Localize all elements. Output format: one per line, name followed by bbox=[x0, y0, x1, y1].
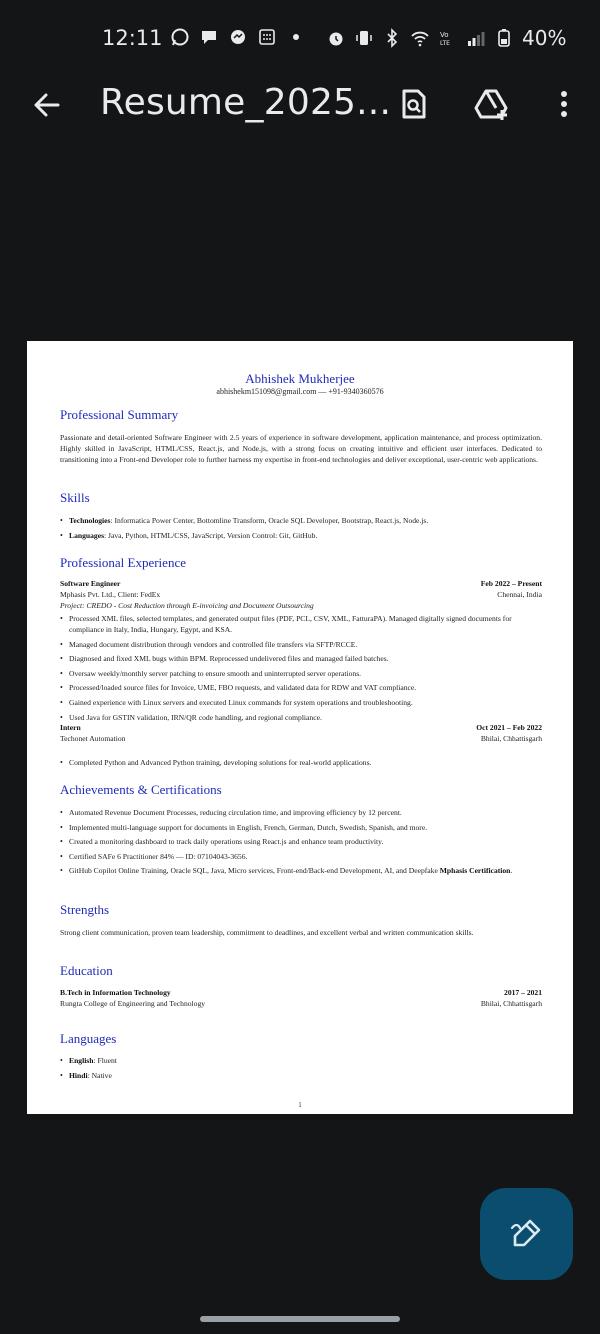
resume-name: Abhishek Mukherjee bbox=[245, 371, 355, 386]
page-number: 1 bbox=[298, 1101, 302, 1109]
achievements-list bbox=[60, 807, 542, 880]
status-time: 12:11 bbox=[102, 26, 163, 50]
alarm-icon bbox=[326, 28, 346, 48]
list-item: • Technologies: Informatica Power Center, Bottomline Transform, Oracle SQL Developer, Bootstrap, React.js, Node.js. bbox=[60, 515, 542, 526]
list-item: • Used Java for GSTIN validation, IRN/QR code handling, and regional compliance. bbox=[60, 712, 542, 723]
calculator-icon bbox=[257, 27, 277, 47]
summary-text: Passionate and detail-oriented Software Engineer with 2.5 years of experience in software development, application maintenance, and process optimization. Highly skilled in JavaScript, HTML/CSS, React.js, and Node.js, with a strong focus on creating intuitive and efficient user interfaces. Dedicated to transitioning into a Front-end Developer role to further harness my expertise in front-end technologies and deliver exceptional, user-centric web applications. bbox=[60, 433, 542, 464]
job-bullets bbox=[60, 613, 542, 726]
dot-icon bbox=[286, 27, 306, 47]
education-degree: B.Tech in Information Technology bbox=[60, 988, 171, 997]
chat-icon bbox=[199, 27, 219, 47]
wifi-icon bbox=[410, 28, 430, 48]
education-header bbox=[60, 988, 542, 999]
education-college-row bbox=[60, 999, 542, 1010]
arrow-back-icon[interactable] bbox=[30, 88, 64, 122]
list-item: • Created a monitoring dashboard to track daily operations using React.js and enhance team productivity. bbox=[60, 836, 542, 847]
edit-pen-icon bbox=[508, 1216, 544, 1252]
signal-icon bbox=[466, 28, 486, 48]
whatsapp-icon bbox=[170, 27, 190, 47]
document-page[interactable] bbox=[27, 341, 573, 1114]
battery-icon bbox=[494, 28, 514, 48]
svg-text:Vo: Vo bbox=[440, 31, 449, 39]
education-years: 2017 – 2021 bbox=[504, 988, 542, 997]
intern-header bbox=[60, 723, 542, 734]
add-to-drive-icon[interactable] bbox=[474, 86, 510, 122]
job-role: Software Engineer bbox=[60, 579, 121, 588]
app-bar bbox=[0, 76, 600, 152]
education-college: Rungta College of Engineering and Technology bbox=[60, 999, 206, 1008]
list-item: • Implemented multi-language support for documents in English, French, German, Dutch, Swedish, Spanish, and more. bbox=[60, 822, 542, 833]
list-item: • Managed document distribution through vendors and controlled file transfers via SFTP/RCCE. bbox=[60, 639, 542, 650]
section-title-skills: Skills bbox=[60, 490, 90, 505]
more-vert-icon[interactable] bbox=[546, 86, 582, 122]
gesture-navigation-bar[interactable] bbox=[200, 1316, 400, 1322]
list-item: • Completed Python and Advanced Python training, developing solutions for real-world applications. bbox=[60, 757, 542, 768]
list-item: • Processed/loaded source files for Invoice, UME, FBO requests, and validated data for RDW and VAT compliance. bbox=[60, 682, 542, 693]
list-item: • Hindi: Native bbox=[60, 1070, 542, 1081]
battery-percent: 40% bbox=[522, 26, 567, 50]
resume-contact: abhishekm151098@gmail.com — +91-9340360576 bbox=[216, 387, 384, 396]
skills-list bbox=[60, 515, 542, 544]
search-document-icon[interactable] bbox=[396, 86, 432, 122]
section-title-achievements: Achievements & Certifications bbox=[60, 782, 222, 797]
list-item: • Processed XML files, selected templates, and generated output files (PDF, PCL, CSV, XML, FatturaPA). Managed digitally signed documents for compliance in Italy, India, Hungary, Egypt, and KSA. bbox=[60, 613, 542, 635]
list-item: • Oversaw weekly/monthly server patching to ensure smooth and uninterrupted server operations. bbox=[60, 668, 542, 679]
section-title-education: Education bbox=[60, 963, 113, 978]
list-item: • English: Fluent bbox=[60, 1055, 542, 1066]
edit-fab-button[interactable] bbox=[480, 1188, 573, 1280]
bluetooth-icon bbox=[382, 28, 402, 48]
list-item: • Languages: Java, Python, HTML/CSS, JavaScript, Version Control: Git, GitHub. bbox=[60, 530, 542, 541]
list-item: • Certified SAFe 6 Practitioner 84% — ID: 07104043-3656. bbox=[60, 851, 542, 862]
section-title-summary: Professional Summary bbox=[60, 407, 179, 422]
job-project: Project: CREDO - Cost Reduction through E-invoicing and Document Outsourcing bbox=[60, 601, 314, 610]
list-item: • Diagnosed and fixed XML bugs within BPM. Reprocessed undelivered files and managed failed batches. bbox=[60, 653, 542, 664]
job-company: Mphasis Pvt. Ltd., Client: FedEx bbox=[60, 590, 161, 599]
job-company-row bbox=[60, 590, 542, 601]
education-location: Bhilai, Chhattisgarh bbox=[480, 999, 542, 1008]
job-dates: Feb 2022 – Present bbox=[480, 579, 542, 588]
job-location: Chennai, India bbox=[497, 590, 542, 599]
intern-bullets bbox=[60, 757, 542, 772]
messenger-icon bbox=[228, 27, 248, 47]
list-item: • Gained experience with Linux servers and executed Linux commands for system operations and troubleshooting. bbox=[60, 697, 542, 708]
section-title-languages: Languages bbox=[60, 1031, 117, 1046]
job-header bbox=[60, 579, 542, 590]
volte-icon bbox=[438, 28, 458, 48]
strengths-text: Strong client communication, proven team leadership, commitment to deadlines, and excellent verbal and written communication skills. bbox=[60, 928, 474, 937]
intern-location: Bhilai, Chhattisgarh bbox=[480, 734, 542, 743]
intern-company: Techonet Automation bbox=[60, 734, 126, 743]
section-title-experience: Professional Experience bbox=[60, 555, 186, 570]
section-title-strengths: Strengths bbox=[60, 902, 110, 917]
vibrate-icon bbox=[354, 28, 374, 48]
list-item: • GitHub Copilot Online Training, Oracle SQL, Java, Micro services, Front-end/Back-end Development, AI, and Deepfake Mphasis Certification. bbox=[60, 865, 542, 876]
intern-dates: Oct 2021 – Feb 2022 bbox=[476, 723, 542, 732]
intern-role: Intern bbox=[60, 723, 81, 732]
list-item: • Automated Revenue Document Processes, reducing circulation time, and improving efficiency by 12 percent. bbox=[60, 807, 542, 818]
status-bar bbox=[0, 0, 600, 76]
svg-text:LTE: LTE bbox=[440, 40, 450, 47]
languages-list bbox=[60, 1055, 542, 1084]
document-title: Resume_2025... bbox=[100, 82, 392, 123]
intern-company-row bbox=[60, 734, 542, 745]
